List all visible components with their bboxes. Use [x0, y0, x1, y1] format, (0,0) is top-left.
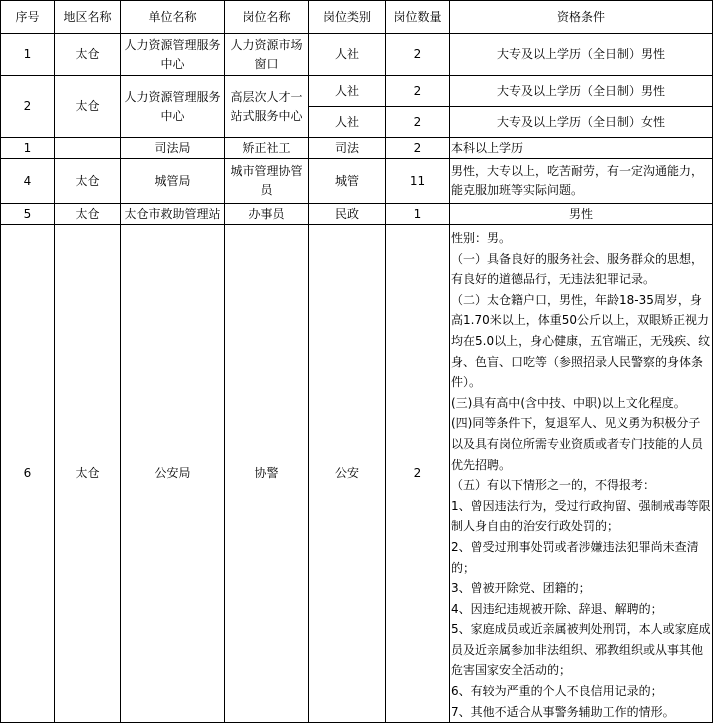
cell-post: 协警	[225, 225, 309, 723]
cell-no: 1	[1, 138, 55, 159]
req-line: 4、因违纪违规被开除、辞退、解聘的；	[451, 601, 663, 616]
table-row	[1, 225, 713, 723]
cell-category: 人社	[309, 107, 386, 138]
cell-req: 本科以上学历	[450, 138, 713, 159]
cell-no: 5	[1, 204, 55, 225]
table-row	[1, 138, 713, 159]
table-row	[1, 76, 713, 107]
req-line: （五）有以下情形之一的，不得报考：	[451, 478, 656, 493]
req-line: （二）太仓籍户口，男性，年龄18-35周岁，身高1.70米以上，体重50公斤以上，双眼矫正视力均在5.0以上，身心健康，五官端正，无残疾、纹身、色盲、口吃等（参照招录人民警察的身体条件）。	[451, 292, 711, 390]
req-line: (三)具有高中(含中技、中职)以上文化程度。	[451, 395, 686, 410]
cell-req: 男性	[450, 204, 713, 225]
cell-unit: 太仓市救助管理站	[121, 204, 225, 225]
cell-category: 公安	[309, 225, 386, 723]
table-row	[1, 204, 713, 225]
cell-post: 矫正社工	[225, 138, 309, 159]
req-line: 7、其他不适合从事警务辅助工作的情形。	[451, 704, 675, 719]
header-row	[1, 1, 713, 34]
cell-post: 城市管理协管员	[225, 159, 309, 204]
cell-unit: 公安局	[121, 225, 225, 723]
req-line: 性别：男。	[451, 231, 512, 245]
cell-unit: 人力资源管理服务中心	[121, 34, 225, 76]
cell-region: 太仓	[55, 204, 121, 225]
cell-post: 高层次人才一站式服务中心	[225, 76, 309, 138]
cell-req: 大专及以上学历（全日制）男性	[450, 76, 713, 107]
cell-no: 2	[1, 76, 55, 138]
cell-count: 2	[386, 225, 450, 723]
header-cell: 单位名称	[121, 1, 225, 34]
cell-post: 人力资源市场窗口	[225, 34, 309, 76]
cell-no: 4	[1, 159, 55, 204]
cell-req: 大专及以上学历（全日制）女性	[450, 107, 713, 138]
header-cell: 岗位名称	[225, 1, 309, 34]
req-line: （一）具备良好的服务社会、服务群众的思想，有良好的道德品行，无违法犯罪记录。	[451, 251, 704, 287]
cell-category: 城管	[309, 159, 386, 204]
header-cell: 岗位类别	[309, 1, 386, 34]
cell-category: 司法	[309, 138, 386, 159]
cell-count: 1	[386, 204, 450, 225]
cell-region: 太仓	[55, 76, 121, 138]
cell-req: 男性，大专以上，吃苦耐劳，有一定沟通能力，能克服加班等实际问题。	[450, 159, 713, 204]
table-row	[1, 34, 713, 76]
req-line: 1、曾因违法行为，受过行政拘留、强制戒毒等限制人身自由的治安行政处罚的；	[451, 498, 711, 534]
cell-region	[55, 138, 121, 159]
header-cell: 地区名称	[55, 1, 121, 34]
cell-unit: 城管局	[121, 159, 225, 204]
req-line: 6、有较为严重的个人不良信用记录的；	[451, 684, 663, 699]
cell-count: 2	[386, 138, 450, 159]
table-row	[1, 159, 713, 204]
header-cell: 序号	[1, 1, 55, 34]
cell-post: 办事员	[225, 204, 309, 225]
req-line: 2、曾受过刑事处罚或者涉嫌违法犯罪尚未查清的；	[451, 539, 699, 575]
cell-region: 太仓	[55, 225, 121, 723]
cell-no: 1	[1, 34, 55, 76]
cell-count: 2	[386, 34, 450, 76]
cell-category: 人社	[309, 76, 386, 107]
req-line: 5、家庭成员或近亲属被判处刑罚，本人或家庭成员及近亲属参加非法组织、邪教组织或从事其他危害国家安全活动的；	[451, 622, 711, 678]
cell-region: 太仓	[55, 159, 121, 204]
cell-req: 大专及以上学历（全日制）男性	[450, 34, 713, 76]
cell-unit: 司法局	[121, 138, 225, 159]
cell-category: 人社	[309, 34, 386, 76]
req-line: 3、曾被开除党、团籍的；	[451, 581, 591, 596]
header-cell: 岗位数量	[386, 1, 450, 34]
cell-region: 太仓	[55, 34, 121, 76]
cell-req	[450, 225, 713, 723]
req-line: (四)同等条件下，复退军人、见义勇为积极分子以及具有岗位所需专业资质或者专门技能的人员优先招聘。	[451, 416, 704, 472]
cell-category: 民政	[309, 204, 386, 225]
cell-no: 6	[1, 225, 55, 723]
cell-count: 2	[386, 76, 450, 107]
cell-count: 11	[386, 159, 450, 204]
cell-count: 2	[386, 107, 450, 138]
header-cell: 资格条件	[450, 1, 713, 34]
cell-unit: 人力资源管理服务中心	[121, 76, 225, 138]
